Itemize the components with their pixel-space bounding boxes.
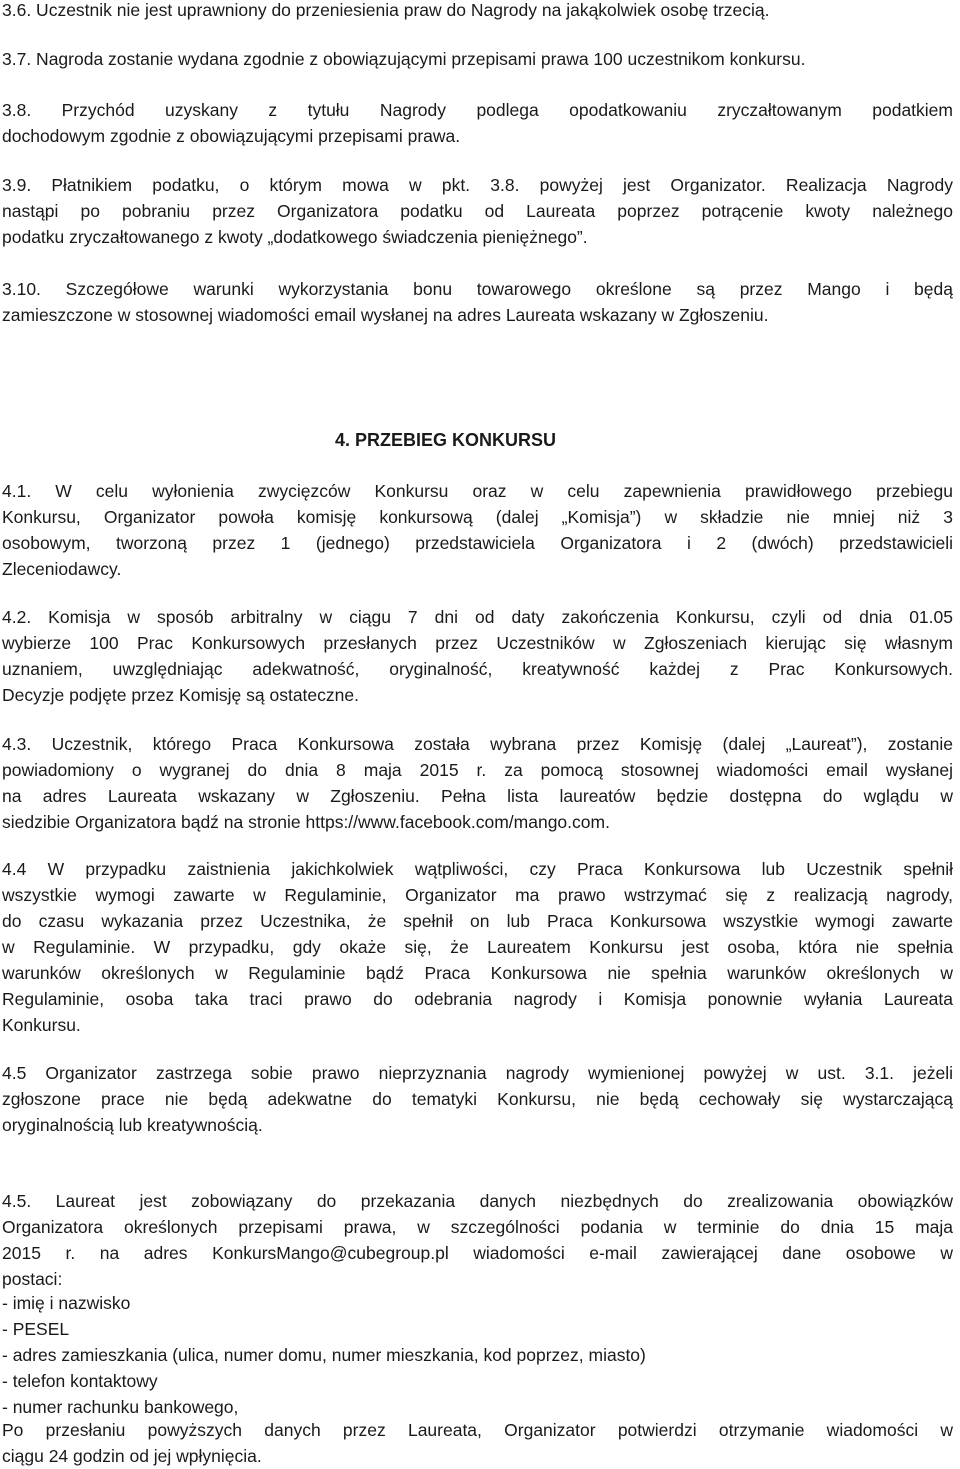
text-line: osobowym, tworzoną przez 1 (jednego) przedstawiciela Organizatora i 2 (dwóch) przedstawicieli <box>2 533 953 553</box>
paragraph-4-2 <box>2 604 953 708</box>
text-line: ciągu 24 godzin od jej wpłynięcia. <box>2 1446 262 1466</box>
paragraph-3-8 <box>2 97 953 149</box>
personal-data-list <box>2 1290 953 1420</box>
text-line: 3.8. Przychód uzyskany z tytułu Nagrody podlega opodatkowaniu zryczałtowanym podatkiem <box>2 100 953 120</box>
text-line: zamieszczone w stosownej wiadomości email wysłanej na adres Laureata wskazany w Zgłoszeniu. <box>2 305 769 325</box>
text-line: nastąpi po pobraniu przez Organizatora podatku od Laureata poprzez potrącenie kwoty należnego <box>2 201 953 221</box>
list-item: - telefon kontaktowy <box>2 1371 158 1391</box>
text-line: Regulaminie, osoba taka traci prawo do odebrania nagrody i Komisja ponownie wyłania Laureata <box>2 989 953 1009</box>
text-line: 4.2. Komisja w sposób arbitralny w ciągu 7 dni od daty zakończenia Konkursu, czyli od dnia 01.05 <box>2 607 953 627</box>
text-line: 3.10. Szczegółowe warunki wykorzystania bonu towarowego określone są przez Mango i będą <box>2 279 953 299</box>
text-line: w Regulaminie. W przypadku, gdy okaże się, że Laureatem Konkursu jest osoba, która nie spełnia <box>2 937 953 957</box>
text-line: wszystkie wymogi zawarte w Regulaminie, Organizator ma prawo wstrzymać się z realizacją nagrody, <box>2 885 953 905</box>
text-line: 4.1. W celu wyłonienia zwycięzców Konkursu oraz w celu zapewnienia prawidłowego przebiegu <box>2 481 953 501</box>
section-heading: 4. PRZEBIEG KONKURSU <box>335 430 557 450</box>
list-item: - numer rachunku bankowego, <box>2 1397 239 1417</box>
paragraph-4-3 <box>2 731 953 835</box>
text-line: Po przesłaniu powyższych danych przez Laureata, Organizator potwierdzi otrzymanie wiadomości w <box>2 1420 953 1440</box>
text-line: postaci: <box>2 1269 63 1289</box>
list-item: - PESEL <box>2 1319 70 1339</box>
text-line: siedzibie Organizatora bądź na stronie https://www.facebook.com/mango.com. <box>2 812 610 832</box>
text-line: 3.9. Płatnikiem podatku, o którym mowa w pkt. 3.8. powyżej jest Organizator. Realizacja Nagrody <box>2 175 953 195</box>
paragraph-3-9 <box>2 172 953 250</box>
text-line: Decyzje podjęte przez Komisję są ostateczne. <box>2 685 359 705</box>
text-line: Zleceniodawcy. <box>2 559 122 579</box>
paragraph-final <box>2 1417 953 1469</box>
text-line: 4.3. Uczestnik, którego Praca Konkursowa została wybrana przez Komisję (dalej „Laureat”), zostanie <box>2 734 953 754</box>
text-line: warunków określonych w Regulaminie bądź Praca Konkursowa nie spełnia warunków określonych w <box>2 963 953 983</box>
paragraph-3-10 <box>2 276 953 328</box>
paragraph-3-7 <box>2 46 953 72</box>
text-line: Organizatora określonych przepisami prawa, w szczególności podania w terminie do dnia 15 maja <box>2 1217 953 1237</box>
text-line: uznaniem, uwzględniając adekwatność, oryginalność, kreatywność każdej z Prac Konkursowych. <box>2 659 953 679</box>
text-line: 4.5. Laureat jest zobowiązany do przekazania danych niezbędnych do zrealizowania obowiązków <box>2 1191 953 1211</box>
text-line: zgłoszone prace nie będą adekwatne do tematyki Konkursu, nie będą cechowały się wystarczającą <box>2 1089 953 1109</box>
text-line: 2015 r. na adres KonkursMango@cubegroup.pl wiadomości e-mail zawierającej dane osobowe w <box>2 1243 953 1263</box>
paragraph-4-4 <box>2 856 953 1038</box>
text-line: 4.5 Organizator zastrzega sobie prawo nieprzyznania nagrody wymienionej powyżej w ust. 3.1. jeżeli <box>2 1063 953 1083</box>
paragraph-4-5-a <box>2 1060 953 1138</box>
text-line: do czasu wykazania przez Uczestnika, że spełnił on lub Praca Konkursowa wszystkie wymogi zawarte <box>2 911 953 931</box>
text-line: na adres Laureata wskazany w Zgłoszeniu. Pełna lista laureatów będzie dostępna do wglądu w <box>2 786 953 806</box>
text-line: powiadomiony o wygranej do dnia 8 maja 2015 r. za pomocą stosownej wiadomości email wysłanej <box>2 760 953 780</box>
text-line: 3.6. Uczestnik nie jest uprawniony do przeniesienia praw do Nagrody na jakąkolwiek osobę trzecią. <box>2 0 770 20</box>
text-line: 3.7. Nagroda zostanie wydana zgodnie z obowiązującymi przepisami prawa 100 uczestnikom konkursu. <box>2 49 806 69</box>
list-item: - imię i nazwisko <box>2 1293 131 1313</box>
text-line: 4.4 W przypadku zaistnienia jakichkolwiek wątpliwości, czy Praca Konkursowa lub Uczestnik spełnił <box>2 859 953 879</box>
text-line: oryginalnością lub kreatywnością. <box>2 1115 263 1135</box>
paragraph-4-1 <box>2 478 953 582</box>
text-line: Konkursu, Organizator powoła komisję konkursową (dalej „Komisja”) w składzie nie mniej niż 3 <box>2 507 953 527</box>
paragraph-4-5-b <box>2 1188 953 1292</box>
list-item: - adres zamieszkania (ulica, numer domu, numer mieszkania, kod poprzez, miasto) <box>2 1345 646 1365</box>
paragraph-3-6 <box>2 0 953 23</box>
text-line: wybierze 100 Prac Konkursowych przesłanych przez Uczestników w Zgłoszeniach kierując się własnym <box>2 633 953 653</box>
text-line: dochodowym zgodnie z obowiązującymi przepisami prawa. <box>2 126 461 146</box>
text-line: Konkursu. <box>2 1015 81 1035</box>
text-line: podatku zryczałtowanego z kwoty „dodatkowego świadczenia pieniężnego”. <box>2 227 588 247</box>
